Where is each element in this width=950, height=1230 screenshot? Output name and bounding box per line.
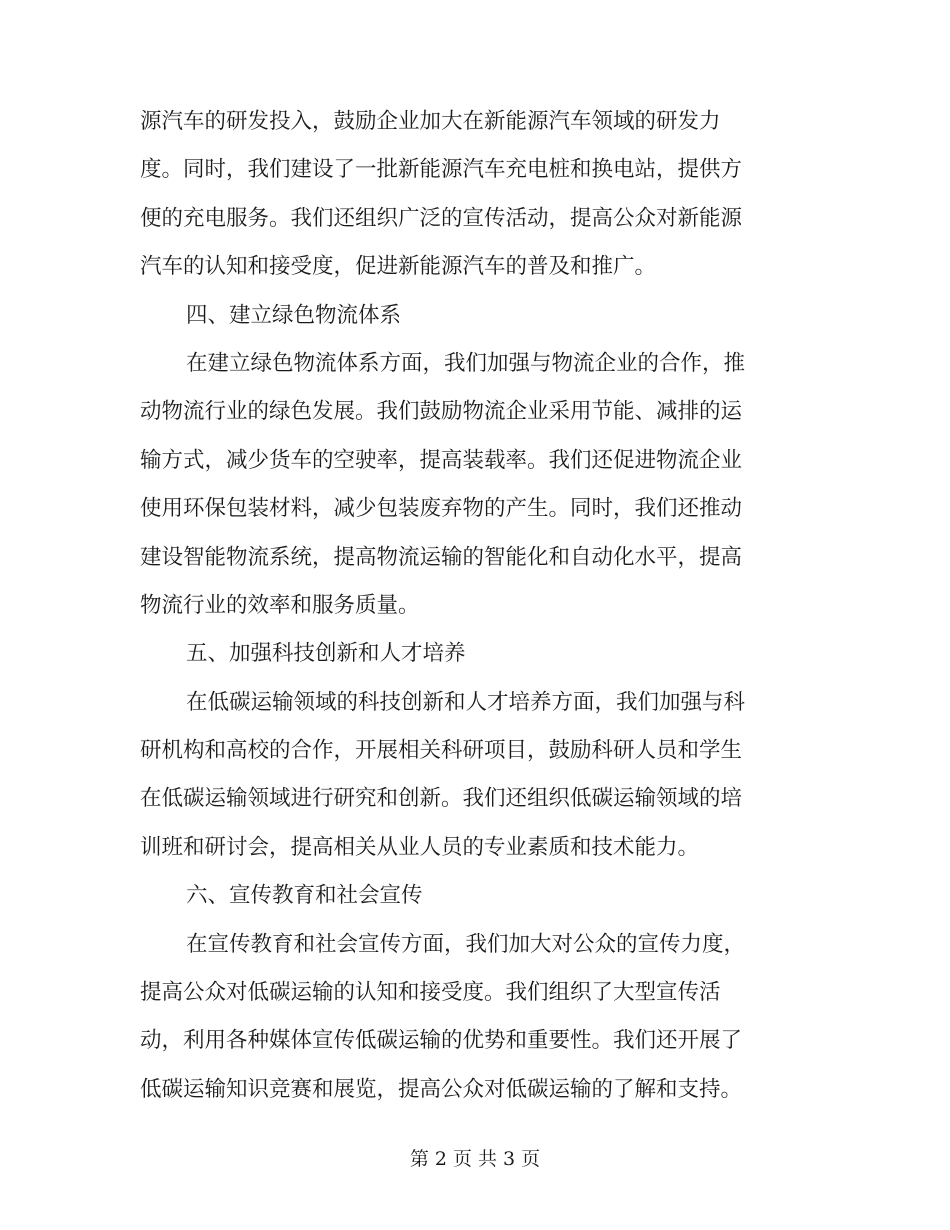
body-text bbox=[140, 98, 800, 1114]
text-line: 汽车的认知和接受度，促进新能源汽车的普及和推广。 bbox=[140, 254, 657, 280]
text-line: 使用环保包装材料，减少包装废弃物的产生。同时，我们还推动 bbox=[140, 496, 743, 522]
section-heading-6: 六、宣传教育和社会宣传 bbox=[186, 883, 423, 909]
text-line: 建设智能物流系统，提高物流运输的智能化和自动化水平，提高 bbox=[140, 544, 743, 570]
text-line: 动，利用各种媒体宣传低碳运输的优势和重要性。我们还开展了 bbox=[140, 1028, 743, 1054]
text-line: 在低碳运输领域进行研究和创新。我们还组织低碳运输领域的培 bbox=[140, 786, 743, 812]
paragraph-start: 在建立绿色物流体系方面，我们加强与物流企业的合作，推 bbox=[186, 350, 746, 376]
text-line: 动物流行业的绿色发展。我们鼓励物流企业采用节能、减排的运 bbox=[140, 399, 743, 425]
section-heading-5: 五、加强科技创新和人才培养 bbox=[186, 641, 466, 667]
text-line: 低碳运输知识竞赛和展览，提高公众对低碳运输的了解和支持。 bbox=[140, 1076, 743, 1102]
page-number: 第 2 页 共 3 页 bbox=[409, 1148, 541, 1170]
text-line: 研机构和高校的合作，开展相关科研项目，鼓励科研人员和学生 bbox=[140, 738, 743, 764]
text-line: 源汽车的研发投入，鼓励企业加大在新能源汽车领域的研发力 bbox=[140, 109, 721, 134]
section-heading-4: 四、建立绿色物流体系 bbox=[186, 302, 402, 328]
text-line: 度。同时，我们建设了一批新能源汽车充电桩和换电站，提供方 bbox=[140, 157, 743, 183]
text-line: 提高公众对低碳运输的认知和接受度。我们组织了大型宣传活 bbox=[140, 980, 721, 1006]
text-line: 物流行业的效率和服务质量。 bbox=[140, 592, 420, 618]
text-line: 输方式，减少货车的空驶率，提高装载率。我们还促进物流企业 bbox=[140, 447, 743, 473]
text-line: 便的充电服务。我们还组织广泛的宣传活动，提高公众对新能源 bbox=[140, 205, 743, 231]
paragraph-start: 在宣传教育和社会宣传方面，我们加大对公众的宣传力度， bbox=[186, 931, 746, 957]
paragraph-start: 在低碳运输领域的科技创新和人才培养方面，我们加强与科 bbox=[186, 689, 746, 715]
text-line: 训班和研讨会，提高相关从业人员的专业素质和技术能力。 bbox=[140, 834, 700, 860]
